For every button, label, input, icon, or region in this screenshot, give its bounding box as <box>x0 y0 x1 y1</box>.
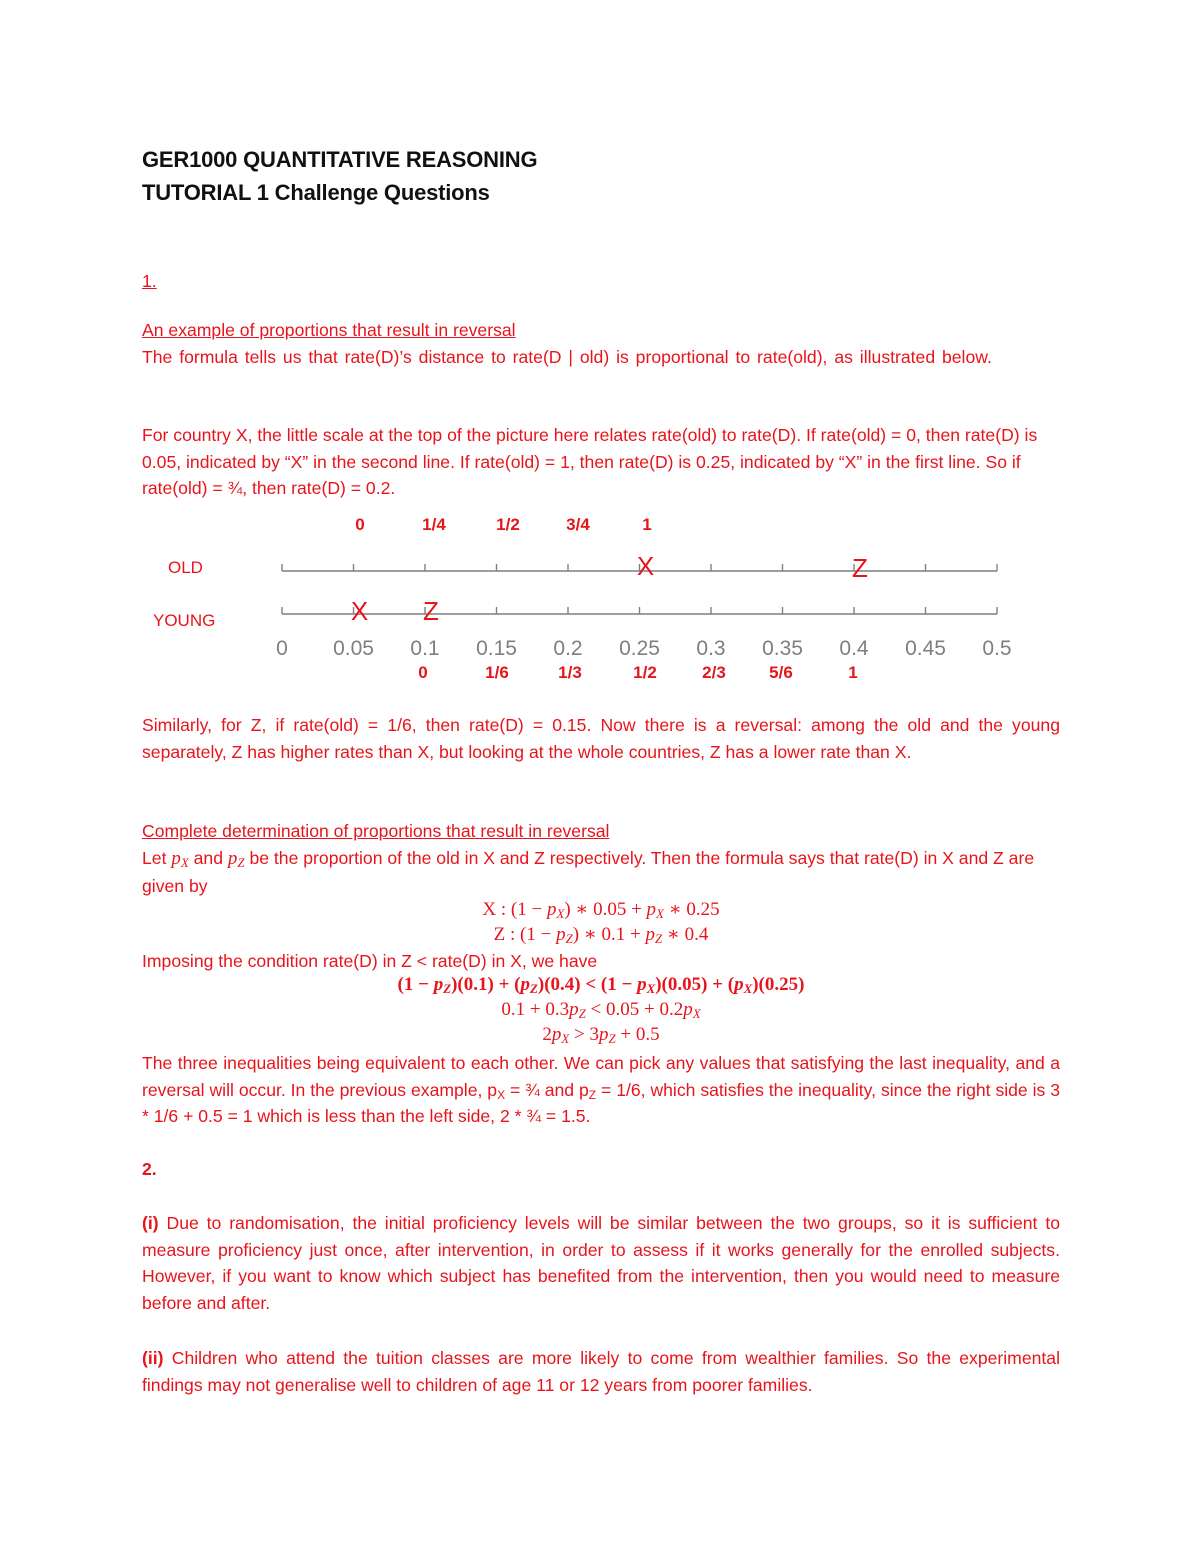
answer-part-ii: (ii) Children who attend the tuition classes are more likely to come from wealthier families. So the experimental findings may not generalise well to children of age 11 or 12 years from poorer families. <box>142 1348 1060 1395</box>
top-fraction-label: 1 <box>642 515 652 534</box>
axis-tick-label: 0.5 <box>982 637 1012 660</box>
question-1-number: 1. <box>142 271 157 291</box>
marker-young-x: X <box>350 596 369 626</box>
inequality-3: $2p_X > 3p_Z + 0.5$ <box>542 1024 660 1047</box>
axis-tick-label: 0 <box>276 637 288 660</box>
axis-tick-label: 0.05 <box>333 637 374 660</box>
top-fraction-label: 1/2 <box>496 515 520 534</box>
paragraph-imposing: Imposing the condition rate(D) in Z < rate(D) in X, we have <box>142 951 598 971</box>
equation-z: Z : $(1 - p_Z)$ ∗ $0.1 + p_Z$ ∗ 0.4 <box>493 924 709 947</box>
marker-young-z: Z <box>423 596 439 626</box>
section-heading-example: An example of proportions that result in reversal <box>142 320 516 340</box>
axis-tick-labels <box>276 637 1011 660</box>
bottom-fraction-label: 1 <box>848 663 858 682</box>
axis-tick-label: 0.4 <box>839 637 869 660</box>
bottom-fraction-label: 1/2 <box>633 663 657 682</box>
equation-x: X : $(1 - p_X)$ ∗ $0.05 + p_X$ ∗ 0.25 <box>482 899 720 922</box>
axis-tick-label: 0.25 <box>619 637 660 660</box>
tutorial-title: TUTORIAL 1 Challenge Questions <box>142 180 490 205</box>
top-fraction-label: 1/4 <box>422 515 446 534</box>
paragraph-formula: The formula tells us that rate(D)’s distance to rate(D | old) is proportional to rate(old), as illustrated below. <box>142 347 992 367</box>
paragraph-similarly-z: Similarly, for Z, if rate(old) = 1/6, then rate(D) = 0.15. Now there is a reversal: among the old and the young separately, Z has higher rates than X, but looking at the whole countries, Z has a lower rate than X. <box>142 715 1060 762</box>
var-px: $p_X$ <box>171 848 189 871</box>
section-heading-complete: Complete determination of proportions that result in reversal <box>142 821 610 841</box>
inequality-2: $0.1 + 0.3p_Z < 0.05 + 0.2p_X$ <box>501 999 701 1022</box>
bottom-fraction-label: 5/6 <box>769 663 793 682</box>
marker-old-z: Z <box>852 553 868 583</box>
course-title: GER1000 QUANTITATIVE REASONING <box>142 147 538 172</box>
top-fraction-label: 3/4 <box>566 515 590 534</box>
axis-tick-label: 0.35 <box>762 637 803 660</box>
question-2-number: 2. <box>142 1159 157 1179</box>
number-line-diagram <box>0 500 1200 700</box>
bottom-fraction-label: 1/6 <box>485 663 509 682</box>
inequality-1: $(1 - p_Z)(0.1) + (p_Z)(0.4) < (1 - p_X)(0.05) + (p_X)(0.25)$ <box>397 974 805 997</box>
bottom-fraction-label: 0 <box>418 663 428 682</box>
var-pz: $p_Z$ <box>227 848 245 871</box>
marker-old-x: X <box>636 551 655 581</box>
row-label-young: YOUNG <box>153 611 216 630</box>
answer-part-i: (i) Due to randomisation, the initial proficiency levels will be similar between the two groups, so it is sufficient to measure proficiency just once, after intervention, in order to assess if it works generally for the enrolled subjects. However, if you want to know which subject has benefited from the intervention, then you would need to measure before and after. <box>142 1213 1060 1313</box>
axis-tick-label: 0.45 <box>905 637 946 660</box>
top-fraction-label: 0 <box>355 515 365 534</box>
paragraph-let-p: Let $p_X$ and $p_Z$ be the proportion of the old in X and Z respectively. Then the formula says that rate(D) in X and Z are given by <box>142 848 1035 896</box>
row-label-old: OLD <box>168 558 203 577</box>
axis-tick-label: 0.2 <box>553 637 583 660</box>
axis-tick-label: 0.3 <box>696 637 726 660</box>
bottom-fraction-label: 1/3 <box>558 663 582 682</box>
bottom-fraction-label: 2/3 <box>702 663 726 682</box>
paragraph-country-x: For country X, the little scale at the top of the picture here relates rate(old) to rate(D). If rate(old) = 0, then rate(D) is 0.05, indicated by “X” in the second line. If rate(old) = 1, then rate(D) is 0.25, indicated by “X” in the first line. So if rate(old) = ¾, then rate(D) = 0.2. <box>142 425 1038 498</box>
axis-tick-label: 0.15 <box>476 637 517 660</box>
paragraph-three-inequalities: The three inequalities being equivalent to each other. We can pick any values that satisfying the last inequality, and a reversal will occur. In the previous example, $p_X$ = ¾ and $p_Z = 1/6$, which satisfies the inequality, since the right side is 3 * 1/6 + 0.5 = 1 which is less than the left side, 2 * ¾ = 1.5. <box>142 1053 1061 1126</box>
axis-tick-label: 0.1 <box>410 637 440 660</box>
